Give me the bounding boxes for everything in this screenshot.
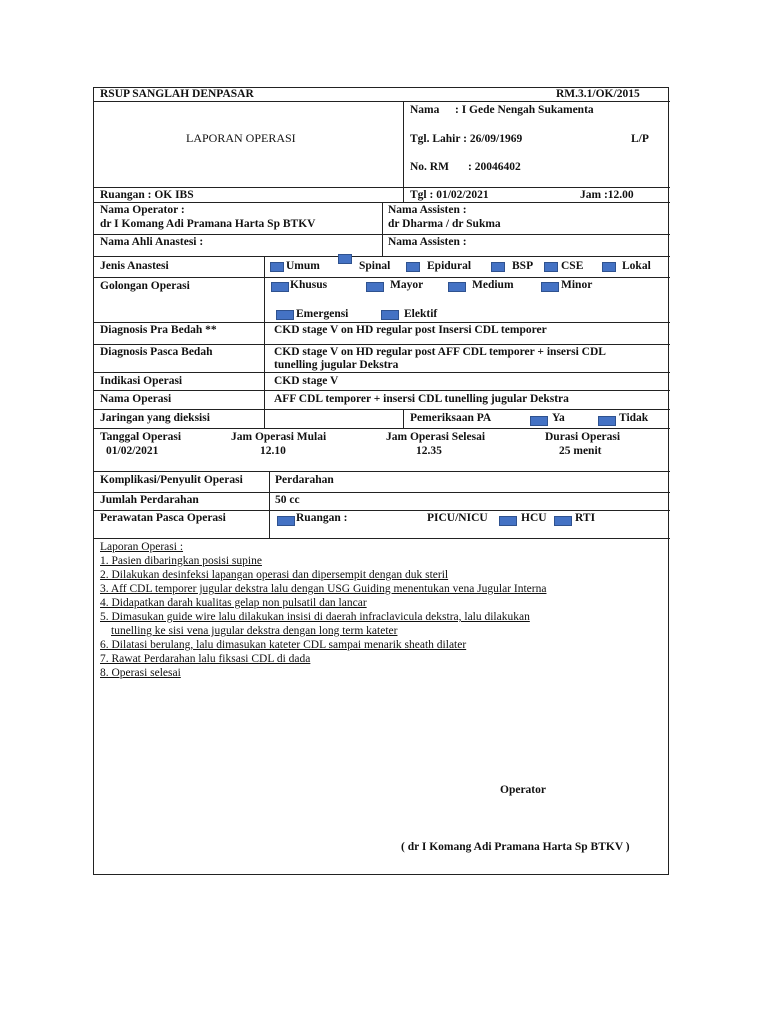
checkbox-medium[interactable]	[448, 282, 466, 292]
assisten-label: Nama Assisten :	[388, 204, 467, 216]
diagnosis-pasca-line1: CKD stage V on HD regular post AFF CDL temporer + insersi CDL	[274, 346, 606, 358]
hospital-name: RSUP SANGLAH DENPASAR	[100, 88, 254, 100]
perawatan-ruangan: Ruangan :	[296, 512, 348, 524]
pemeriksaan-pa-label: Pemeriksaan PA	[410, 412, 492, 424]
jenis-anastesi-label: Jenis Anastesi	[100, 260, 169, 272]
jam-mulai-label: Jam Operasi Mulai	[231, 431, 327, 443]
option-bsp: BSP	[512, 260, 534, 272]
col-divider	[264, 256, 265, 428]
option-picu-nicu: PICU/NICU	[427, 512, 488, 524]
option-epidural: Epidural	[427, 260, 472, 272]
option-cse: CSE	[561, 260, 584, 272]
perdarahan-label: Jumlah Perdarahan	[100, 494, 199, 506]
nama-operasi-value: AFF CDL temporer + insersi CDL tunelling jugular Dekstra	[274, 393, 569, 405]
perawatan-label: Perawatan Pasca Operasi	[100, 512, 226, 524]
checkbox-hcu[interactable]	[499, 516, 517, 526]
diagnosis-pra-value: CKD stage V on HD regular post Insersi CDL temporer	[274, 324, 547, 336]
durasi-label: Durasi Operasi	[545, 431, 621, 443]
ahli-anastesi-label: Nama Ahli Anastesi :	[100, 236, 204, 248]
laporan-step: 4. Didapatkan darah kualitas gelap non pulsatil dan lancar	[100, 597, 367, 609]
jam-selesai-value: 12.35	[416, 445, 442, 457]
patient-gender: L/P	[631, 133, 649, 145]
option-pa-tidak: Tidak	[619, 412, 649, 424]
col-divider	[403, 409, 404, 428]
row-divider	[94, 538, 670, 539]
operator-value: dr I Komang Adi Pramana Harta Sp BTKV	[100, 218, 316, 230]
checkbox-spinal[interactable]	[338, 254, 352, 264]
row-divider	[94, 277, 670, 278]
option-rti: RTI	[575, 512, 596, 524]
row-divider	[94, 372, 670, 373]
option-lokal: Lokal	[622, 260, 651, 272]
row-divider	[94, 409, 670, 410]
operator-label: Nama Operator :	[100, 204, 185, 216]
patient-birthdate: Tgl. Lahir : 26/09/1969	[410, 133, 523, 145]
checkbox-epidural[interactable]	[406, 262, 420, 272]
option-khusus: Khusus	[290, 279, 328, 291]
patient-name-label: Nama	[410, 104, 440, 116]
form-code: RM.3.1/OK/2015	[556, 88, 640, 100]
col-divider	[403, 101, 404, 202]
golongan-operasi-label: Golongan Operasi	[100, 280, 190, 292]
laporan-step: tunelling ke sisi vena jugular dekstra dengan long term kateter	[111, 625, 398, 637]
option-mayor: Mayor	[390, 279, 424, 291]
row-divider	[94, 390, 670, 391]
option-minor: Minor	[561, 279, 593, 291]
option-umum: Umum	[286, 260, 320, 272]
jam: Jam :12.00	[580, 189, 634, 201]
checkbox-rti[interactable]	[554, 516, 572, 526]
checkbox-emergensi[interactable]	[276, 310, 294, 320]
perdarahan-value: 50 cc	[275, 494, 300, 506]
row-divider	[94, 101, 670, 102]
jam-selesai-label: Jam Operasi Selesai	[386, 431, 486, 443]
checkbox-mayor[interactable]	[366, 282, 384, 292]
tanggal: Tgl : 01/02/2021	[410, 189, 489, 201]
row-divider	[94, 428, 670, 429]
option-hcu: HCU	[521, 512, 547, 524]
row-divider	[94, 492, 670, 493]
checkbox-minor[interactable]	[541, 282, 559, 292]
laporan-step: 7. Rawat Perdarahan lalu fiksasi CDL di dada	[100, 653, 311, 665]
signature-name: ( dr I Komang Adi Pramana Harta Sp BTKV )	[401, 841, 630, 853]
jaringan-label: Jaringan yang dieksisi	[100, 412, 210, 424]
row-divider	[94, 471, 670, 472]
checkbox-pa-tidak[interactable]	[598, 416, 616, 426]
laporan-step: 1. Pasien dibaringkan posisi supine	[100, 555, 262, 567]
patient-rm-label: No. RM	[410, 161, 449, 173]
indikasi-value: CKD stage V	[274, 375, 339, 387]
option-emergensi: Emergensi	[296, 308, 349, 320]
jam-mulai-value: 12.10	[260, 445, 286, 457]
laporan-step: 2. Dilakukan desinfeksi lapangan operasi dan dipersempit dengan duk steril	[100, 569, 449, 581]
komplikasi-label: Komplikasi/Penyulit Operasi	[100, 474, 243, 486]
durasi-value: 25 menit	[559, 445, 602, 457]
nama-operasi-label: Nama Operasi	[100, 393, 172, 405]
laporan-step: 3. Aff CDL temporer jugular dekstra lalu dengan USG Guiding menentukan vena Jugular Interna	[100, 583, 547, 595]
laporan-title: Laporan Operasi :	[100, 541, 184, 553]
row-divider	[94, 256, 670, 257]
checkbox-bsp[interactable]	[491, 262, 505, 272]
option-elektif: Elektif	[404, 308, 438, 320]
row-divider	[94, 510, 670, 511]
operation-report-form	[93, 87, 669, 875]
komplikasi-value: Perdarahan	[275, 474, 334, 486]
checkbox-elektif[interactable]	[381, 310, 399, 320]
patient-rm-value: : 20046402	[468, 161, 521, 173]
checkbox-pa-ya[interactable]	[530, 416, 548, 426]
laporan-step: 5. Dimasukan guide wire lalu dilakukan insisi di daerah infraclavicula dekstra, lalu dilakukan	[100, 611, 530, 623]
laporan-step: 8. Operasi selesai	[100, 667, 181, 679]
checkbox-ruangan[interactable]	[277, 516, 295, 526]
row-divider	[94, 322, 670, 323]
checkbox-khusus[interactable]	[271, 282, 289, 292]
checkbox-cse[interactable]	[544, 262, 558, 272]
option-spinal: Spinal	[359, 260, 391, 272]
checkbox-lokal[interactable]	[602, 262, 616, 272]
diagnosis-pasca-line2: tunelling jugular Dekstra	[274, 359, 399, 371]
tanggal-operasi-label: Tanggal Operasi	[100, 431, 182, 443]
signature-role: Operator	[500, 784, 546, 796]
patient-name-value: : I Gede Nengah Sukamenta	[455, 104, 594, 116]
row-divider	[94, 344, 670, 345]
col-divider	[382, 202, 383, 256]
col-divider	[269, 471, 270, 538]
indikasi-label: Indikasi Operasi	[100, 375, 183, 387]
checkbox-umum[interactable]	[270, 262, 284, 272]
tanggal-operasi-value: 01/02/2021	[106, 445, 159, 457]
option-pa-ya: Ya	[552, 412, 565, 424]
assisten-value: dr Dharma / dr Sukma	[388, 218, 501, 230]
diagnosis-pra-label: Diagnosis Pra Bedah **	[100, 324, 217, 336]
row-divider	[94, 187, 670, 188]
assisten2-label: Nama Assisten :	[388, 236, 467, 248]
laporan-step: 6. Dilatasi berulang, lalu dimasukan kateter CDL sampai menarik sheath dilater	[100, 639, 467, 651]
option-medium: Medium	[472, 279, 514, 291]
diagnosis-pasca-label: Diagnosis Pasca Bedah	[100, 346, 213, 358]
form-title: LAPORAN OPERASI	[186, 131, 296, 145]
ruangan: Ruangan : OK IBS	[100, 189, 194, 201]
